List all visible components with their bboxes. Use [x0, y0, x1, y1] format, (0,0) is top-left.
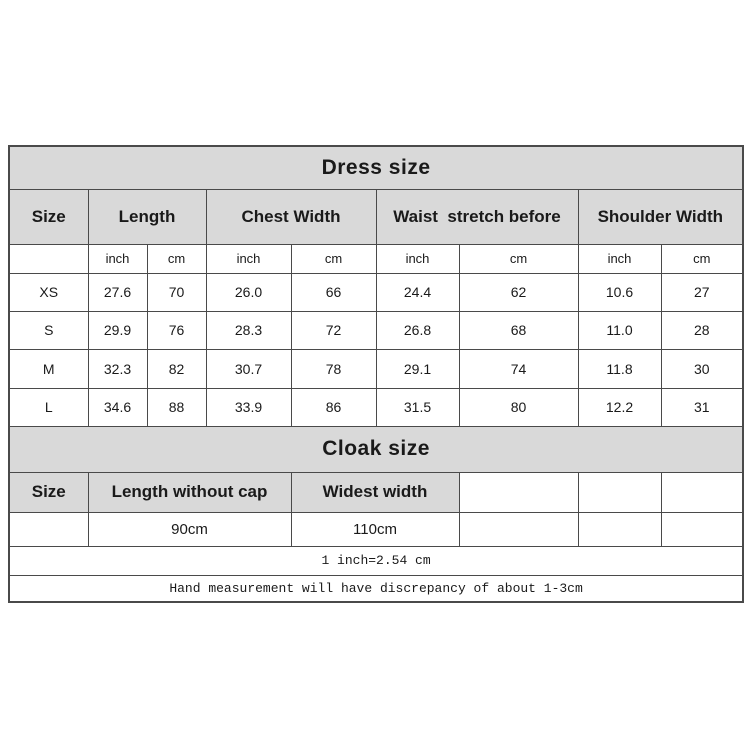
cloak-col-header-length-without-cap: Length without cap: [88, 472, 291, 512]
cloak-data-row: [9, 512, 743, 546]
cloak-col-header-widest-width: Widest width: [291, 472, 459, 512]
l-length-inch: 34.6: [88, 388, 147, 426]
dress-row-s: [9, 311, 743, 349]
l-waist-cm: 80: [459, 388, 578, 426]
unit-chest-inch: inch: [206, 244, 291, 273]
dress-header-row: [9, 189, 743, 244]
s-waist-inch: 26.8: [376, 311, 459, 349]
cloak-header-empty-cell-1: [459, 472, 578, 512]
unit-waist-cm: cm: [459, 244, 578, 273]
cloak-data-empty-cell-2: [578, 512, 661, 546]
cloak-header-row: [9, 472, 743, 512]
dress-col-header-chest-width: Chest Width: [206, 189, 376, 244]
l-chest-inch: 33.9: [206, 388, 291, 426]
m-length-inch: 32.3: [88, 349, 147, 388]
s-chest-inch: 28.3: [206, 311, 291, 349]
cloak-header-empty-cell-3: [661, 472, 743, 512]
unit-waist-inch: inch: [376, 244, 459, 273]
size-label-m: M: [9, 349, 88, 388]
size-chart-table: [8, 145, 744, 603]
unit-cell-empty: [9, 244, 88, 273]
cloak-size-empty-cell: [9, 512, 88, 546]
unit-shoulder-cm: cm: [661, 244, 743, 273]
s-chest-cm: 72: [291, 311, 376, 349]
l-shoulder-inch: 12.2: [578, 388, 661, 426]
unit-row: [9, 244, 743, 273]
measurement-disclaimer-row: [9, 575, 743, 602]
m-waist-inch: 29.1: [376, 349, 459, 388]
m-chest-cm: 78: [291, 349, 376, 388]
s-length-cm: 76: [147, 311, 206, 349]
xs-shoulder-cm: 27: [661, 273, 743, 311]
inch-conversion-row: [9, 546, 743, 575]
size-label-xs: XS: [9, 273, 88, 311]
unit-length-cm: cm: [147, 244, 206, 273]
dress-title-row: [9, 146, 743, 189]
unit-chest-cm: cm: [291, 244, 376, 273]
size-label-l: L: [9, 388, 88, 426]
cloak-data-empty-cell-1: [459, 512, 578, 546]
cloak-data-empty-cell-3: [661, 512, 743, 546]
size-label-s: S: [9, 311, 88, 349]
dress-row-xs: [9, 273, 743, 311]
dress-col-header-length: Length: [88, 189, 206, 244]
s-shoulder-inch: 11.0: [578, 311, 661, 349]
l-length-cm: 88: [147, 388, 206, 426]
xs-length-inch: 27.6: [88, 273, 147, 311]
dress-size-title: Dress size: [9, 146, 743, 189]
m-shoulder-cm: 30: [661, 349, 743, 388]
cloak-header-empty-cell-2: [578, 472, 661, 512]
l-waist-inch: 31.5: [376, 388, 459, 426]
l-shoulder-cm: 31: [661, 388, 743, 426]
m-length-cm: 82: [147, 349, 206, 388]
m-chest-inch: 30.7: [206, 349, 291, 388]
xs-waist-inch: 24.4: [376, 273, 459, 311]
inch-conversion-note: 1 inch=2.54 cm: [9, 546, 743, 575]
xs-chest-inch: 26.0: [206, 273, 291, 311]
unit-shoulder-inch: inch: [578, 244, 661, 273]
cloak-size-title: Cloak size: [9, 426, 743, 472]
m-shoulder-inch: 11.8: [578, 349, 661, 388]
cloak-width-value: 110cm: [291, 512, 459, 546]
s-shoulder-cm: 28: [661, 311, 743, 349]
cloak-length-value: 90cm: [88, 512, 291, 546]
dress-col-header-size: Size: [9, 189, 88, 244]
xs-shoulder-inch: 10.6: [578, 273, 661, 311]
l-chest-cm: 86: [291, 388, 376, 426]
s-waist-cm: 68: [459, 311, 578, 349]
unit-length-inch: inch: [88, 244, 147, 273]
s-length-inch: 29.9: [88, 311, 147, 349]
xs-length-cm: 70: [147, 273, 206, 311]
cloak-col-header-size: Size: [9, 472, 88, 512]
dress-col-header-waist-stretch-before: Waist stretch before: [376, 189, 578, 244]
measurement-disclaimer-note: Hand measurement will have discrepancy of about 1-3cm: [9, 575, 743, 602]
dress-row-l: [9, 388, 743, 426]
dress-row-m: [9, 349, 743, 388]
cloak-title-row: [9, 426, 743, 472]
m-waist-cm: 74: [459, 349, 578, 388]
dress-col-header-shoulder-width: Shoulder Width: [578, 189, 743, 244]
xs-waist-cm: 62: [459, 273, 578, 311]
xs-chest-cm: 66: [291, 273, 376, 311]
